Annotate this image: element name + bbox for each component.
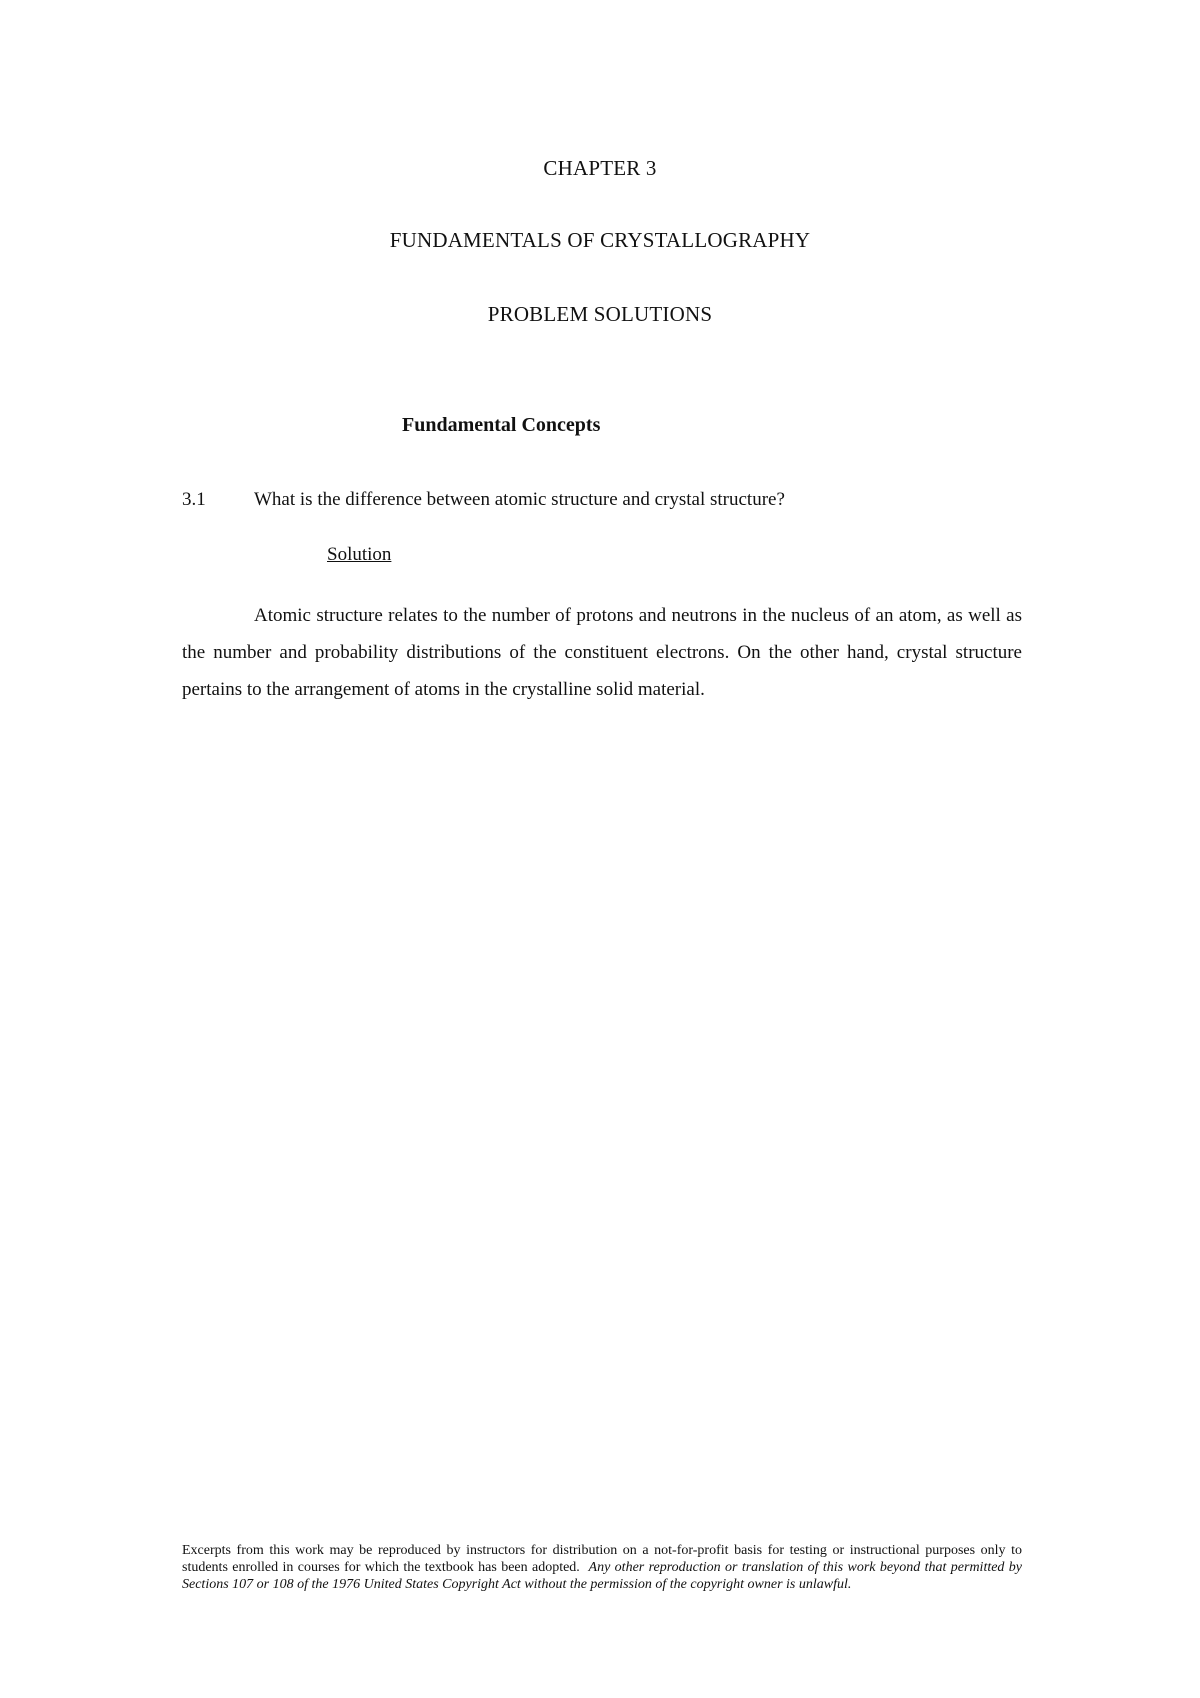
problem-question-row [182,489,785,511]
problem-number: 3.1 [182,489,206,510]
copyright-notice [182,1542,1022,1593]
chapter-subject: FUNDAMENTALS OF CRYSTALLOGRAPHY [389,228,811,252]
copyright-notice-plain: Excerpts from this work may be reproduced by instructors for distribution on a not-for-profit basis for testing or instructional purposes only to students enrolled in courses for which the textbook has been adopted. [182,1543,1022,1575]
solution-answer: Atomic structure relates to the number of protons and neutrons in the nucleus of an atom, as well as the number and probability distributions of the constituent electrons. On the other hand, crystal structure pertains to the arrangement of atoms in the crystalline solid material. [182,605,1022,700]
chapter-subtitle: PROBLEM SOLUTIONS [487,302,713,326]
section-heading: Fundamental Concepts [402,414,601,436]
copyright-notice-italic: Any other reproduction or translation of this work beyond that permitted by Sections 107 or 108 of the 1976 United States Copyright Act without the permission of the copyright owner is unlawful. [182,1560,1023,1592]
solution-label: Solution [327,544,392,565]
problem-question: What is the difference between atomic structure and crystal structure? [254,489,785,510]
chapter-title: CHAPTER 3 [543,156,657,180]
